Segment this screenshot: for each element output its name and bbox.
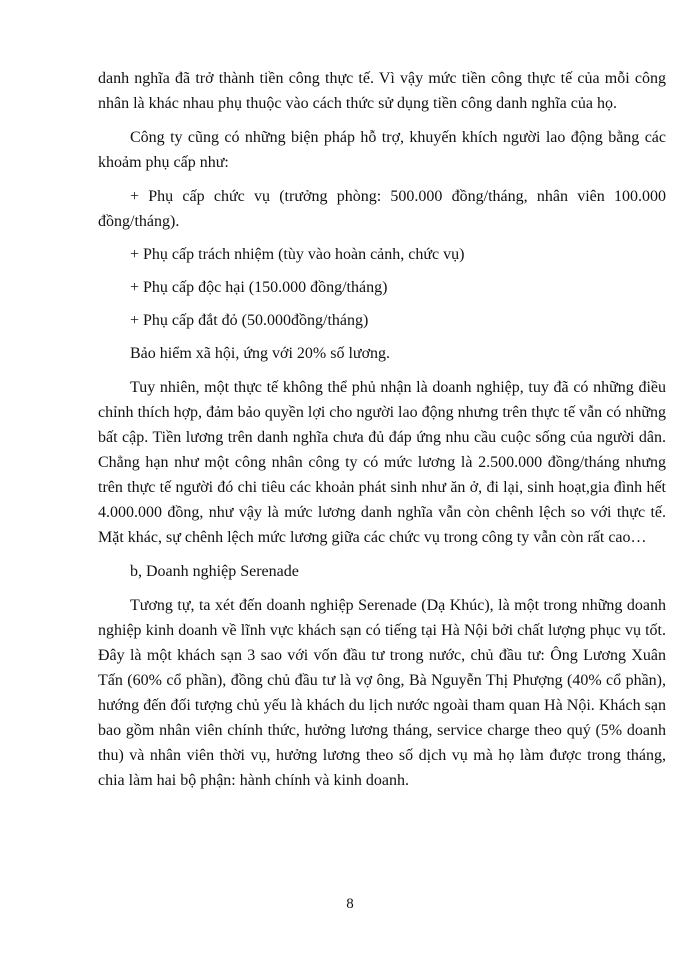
paragraph-continuation: danh nghĩa đã trở thành tiền công thực tế. Vì vậy mức tiền công thực tế của mỗi công nhân là khác nhau phụ thuộc vào cách thức sử dụng tiền công danh nghĩa của họ. bbox=[98, 70, 666, 112]
list-item-position-allowance: + Phụ cấp chức vụ (trưởng phòng: 500.000 đồng/tháng, nhân viên 100.000 đồng/tháng). bbox=[98, 188, 666, 230]
document-body bbox=[98, 66, 666, 793]
paragraph-shortcomings: Tuy nhiên, một thực tế không thể phủ nhận là doanh nghiệp, tuy đã có những điều chỉnh thích hợp, đảm bảo quyền lợi cho người lao động nhưng trên thực tế vẫn có những bất cập. Tiền lương trên danh nghĩa chưa đủ đáp ứng nhu cầu cuộc sống của người dân. Chẳng hạn như một công nhân công ty có mức lương là 2.500.000 đồng/tháng nhưng trên thực tế người đó chi tiêu các khoản phát sinh như ăn ở, đi lại, sinh hoạt,gia đình hết 4.000.000 đồng, như vậy là mức lương danh nghĩa vẫn còn chênh lệch so với thực tế. Mặt khác, sự chênh lệch mức lương giữa các chức vụ trong công ty vẫn còn rất cao… bbox=[98, 379, 666, 546]
paragraph-allowances-intro: Công ty cũng có những biện pháp hỗ trợ, khuyến khích người lao động bằng các khoảm phụ cấp như: bbox=[98, 129, 666, 171]
list-item-hazard-allowance: + Phụ cấp độc hại (150.000 đồng/tháng) bbox=[130, 279, 388, 296]
section-heading-serenade: b, Doanh nghiệp Serenade bbox=[130, 563, 299, 580]
paragraph-serenade: Tương tự, ta xét đến doanh nghiệp Serenade (Dạ Khúc), là một trong những doanh nghiệp kinh doanh về lĩnh vực khách sạn có tiếng tại Hà Nội bởi chất lượng phục vụ tốt. Đây là một khách sạn 3 sao với vốn đầu tư trong nước, chủ đầu tư: Ông Lương Xuân Tấn (60% cổ phần), đồng chủ đầu tư là vợ ông, Bà Nguyễn Thị Phượng (40% cổ phần), hướng đến đối tượng chủ yếu là khách du lịch nước ngoài tham quan Hà Nội. Khách sạn bao gồm nhân viên chính thức, hưởng lương tháng, service charge theo quý (5% doanh thu) và nhân viên thời vụ, hưởng lương theo số dịch vụ mà họ làm được trong tháng, chia làm hai bộ phận: hành chính và kinh doanh. bbox=[98, 597, 666, 789]
list-item-responsibility-allowance: + Phụ cấp trách nhiệm (tùy vào hoàn cảnh, chức vụ) bbox=[130, 246, 465, 263]
page-number: 8 bbox=[346, 896, 354, 912]
paragraph-social-insurance: Bảo hiểm xã hội, ứng với 20% số lương. bbox=[130, 345, 391, 362]
list-item-cost-allowance: + Phụ cấp đắt đỏ (50.000đồng/tháng) bbox=[130, 312, 369, 329]
